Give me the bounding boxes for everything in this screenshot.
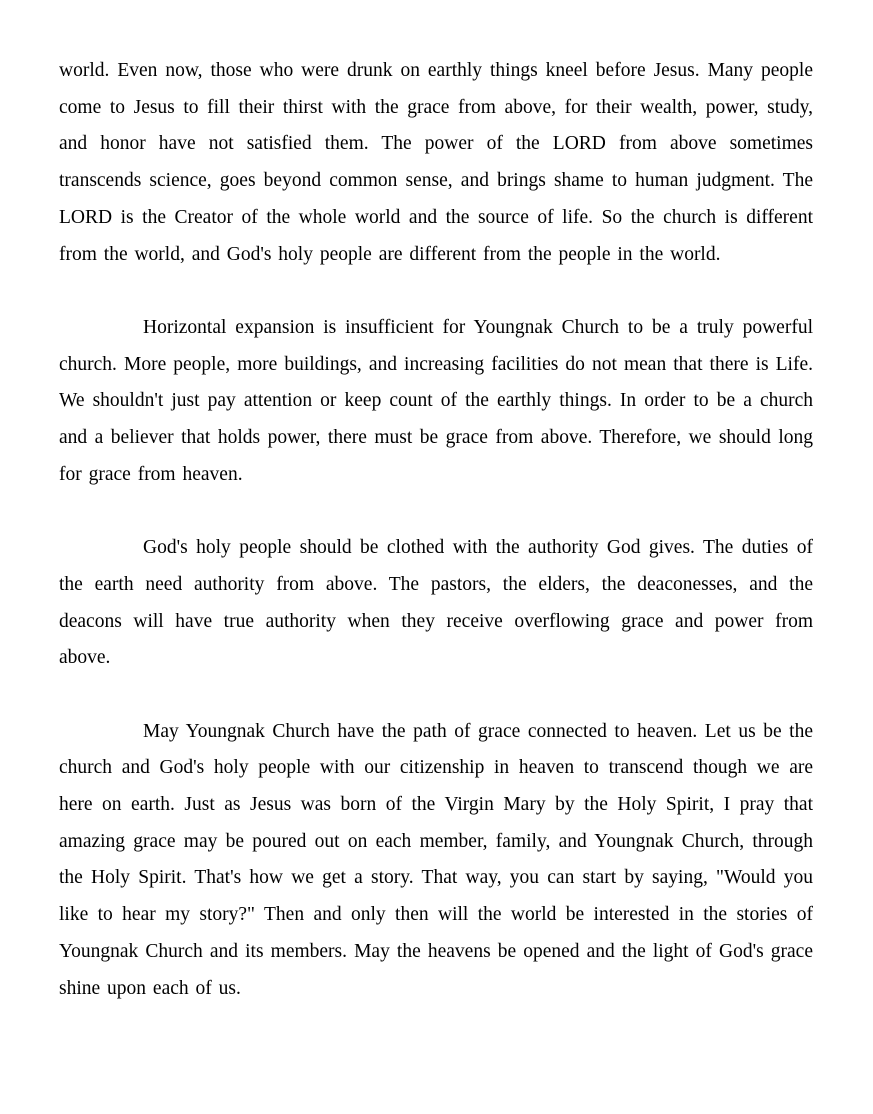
paragraph-continued: world. Even now, those who were drunk on earthly things kneel before Jesus. Many people come to Jesus to fill their thirst with the grace from above, for their wealth, power, study, and honor have not satisfied them. The power of the LORD from above sometimes transcends science, goes beyond common sense, and brings shame to human judgment. The LORD is the Creator of the whole world and the source of life. So the church is different from the world, and God's holy people are different from the people in the world. [59,60,813,265]
paragraph-prayer: May Youngnak Church have the path of grace connected to heaven. Let us be the church and God's holy people with our citizenship in heaven to transcend though we are here on earth. Just as Jesus was born of the Virgin Mary by the Holy Spirit, I pray that amazing grace may be poured out on each member, family, and Youngnak Church, through the Holy Spirit. That's how we get a story. That way, you can start by saying, "Would you like to hear my story?" Then and only then will the world be interested in the stories of Youngnak Church and its members. May the heavens be opened and the light of God's grace shine upon each of us. [59,720,813,999]
paragraph-authority: God's holy people should be clothed with the authority God gives. The duties of the earth need authority from above. The pastors, the elders, the deaconesses, and the deacons will have true authority when they receive overflowing grace and power from above. [59,537,813,669]
paragraph-horizontal-expansion: Horizontal expansion is insufficient for Youngnak Church to be a truly powerful church. More people, more buildings, and increasing facilities do not mean that there is Life. We shouldn't just pay attention or keep count of the earthly things. In order to be a church and a believer that holds power, there must be grace from above. Therefore, we should long for grace from heaven. [59,316,813,485]
document-page [59,53,813,1007]
